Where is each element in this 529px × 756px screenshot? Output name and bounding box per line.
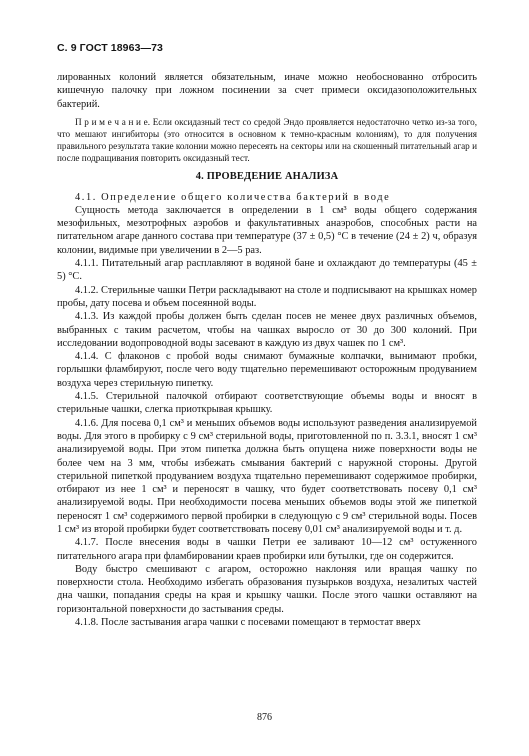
note-lead: П р и м е ч а н и е. bbox=[75, 116, 151, 127]
paragraph-4-1-2: 4.1.2. Стерильные чашки Петри раскладывают на столе и подписывают на крышках номер пробы, дату посева и объем посеянной воды. bbox=[57, 284, 477, 309]
section-title: 4. ПРОВЕДЕНИЕ АНАЛИЗА bbox=[195, 171, 339, 183]
paragraph-4-1-6: 4.1.6. Для посева 0,1 см³ и меньших объемов воды используют разведения анализируемой воды. Для этого в пробирку с 9 см³ стерильной воды, приготовленной по п. 3.3.1, вносят 1 см³ анализируемой воды. При этом пипетка должна быть опущена ниже поверхности воды не более чем на 3 мм, чтобы избежать смывания бактерий с наружной стороны. Другой стерильной пипеткой продуванием воздуха тщательно перемешивают содержимое пробирки, отбирают из нее 1 см³ и переносят в чашку, что будет соответствовать посеву 0,1 см³ анализируемой воды. При необходимости посева меньших объемов воды этой же пипеткой переносят 1 см³ содержимого первой пробирки в следующую с 9 см³ стерильной воды. Посев 1 см³ из второй пробирки будет соответствовать посеву 0,01 см³ анализируемой воды и т. д. bbox=[57, 417, 477, 535]
paragraph-4-1-5: 4.1.5. Стерильной палочкой отбирают соответствующие объемы воды и вносят в стерильные чашки, слегка приоткрывая крышку. bbox=[57, 391, 477, 416]
subsection-title: 4.1. Определение общего количества бактерий в воде bbox=[75, 191, 391, 203]
paragraph-4-1-1: 4.1.1. Питательный агар расплавляют в водяной бане и охлаждают до температуры (45 ± 5) °С. bbox=[57, 258, 477, 283]
page-number: 876 bbox=[257, 712, 272, 723]
paragraph-4-1-7-continued: Воду быстро смешивают с агаром, осторожно наклоняя или вращая чашку по поверхности стола. Необходимо избегать образования пузырьков воздуха, незалитых частей дна чашки, попадания среды на края и крышку чашки. После этого чашки оставляют на горизонтальной поверхности до застывания среды. bbox=[57, 563, 477, 615]
document-body bbox=[57, 71, 477, 629]
paragraph-4-1: Сущность метода заключается в определении в 1 см³ воды общего содержания мезофильных, мезотрофных аэробов и факультативных анаэробов, способных расти на питательном агаре данного состава при температуре (37 ± 0,5) °С в течение (24 ± 2) ч, образуя колонии, видимые при увеличении в 2—5 раз. bbox=[57, 204, 477, 256]
paragraph-continuation: лированных колоний является обязательным, иначе можно необоснованно отбросить кишечную палочку при ложном посинении за счет примеси оксидазоположительных бактерий. bbox=[57, 72, 477, 110]
paragraph-4-1-8: 4.1.8. После застывания агара чашки с посевами помещают в термостат вверх bbox=[75, 617, 421, 629]
note-paragraph bbox=[57, 116, 477, 164]
paragraph-4-1-4: 4.1.4. С флаконов с пробой воды снимают бумажные колпачки, вынимают пробки, горлышки фламбируют, после чего воду тщательно перемешивают осторожным продуванием воздуха через стерильную пипетку. bbox=[57, 351, 477, 389]
page-header: С. 9 ГОСТ 18963—73 bbox=[57, 42, 163, 54]
paragraph-4-1-3: 4.1.3. Из каждой пробы должен быть сделан посев не менее двух различных объемов, выбранных с таким расчетом, чтобы на чашках выросло от 30 до 300 колоний. При исследовании водопроводной воды засевают в каждую из двух чашек по 1 см³. bbox=[57, 311, 477, 349]
paragraph-4-1-7: 4.1.7. После внесения воды в чашки Петри ее заливают 10—12 см³ остуженного питательного агара при фламбировании краев пробирки или бутылки, где он содержится. bbox=[57, 537, 477, 562]
note-text: Если оксидазный тест со средой Эндо проявляется недостаточно четко из-за того, что мешают ингибиторы (это относится в основном к темно-красным колониям), то для получения правильного результата такие колонии можно пересеять на секторы или на скошенный питательный агар и после подращивания повторить оксидазный тест. bbox=[57, 116, 477, 164]
